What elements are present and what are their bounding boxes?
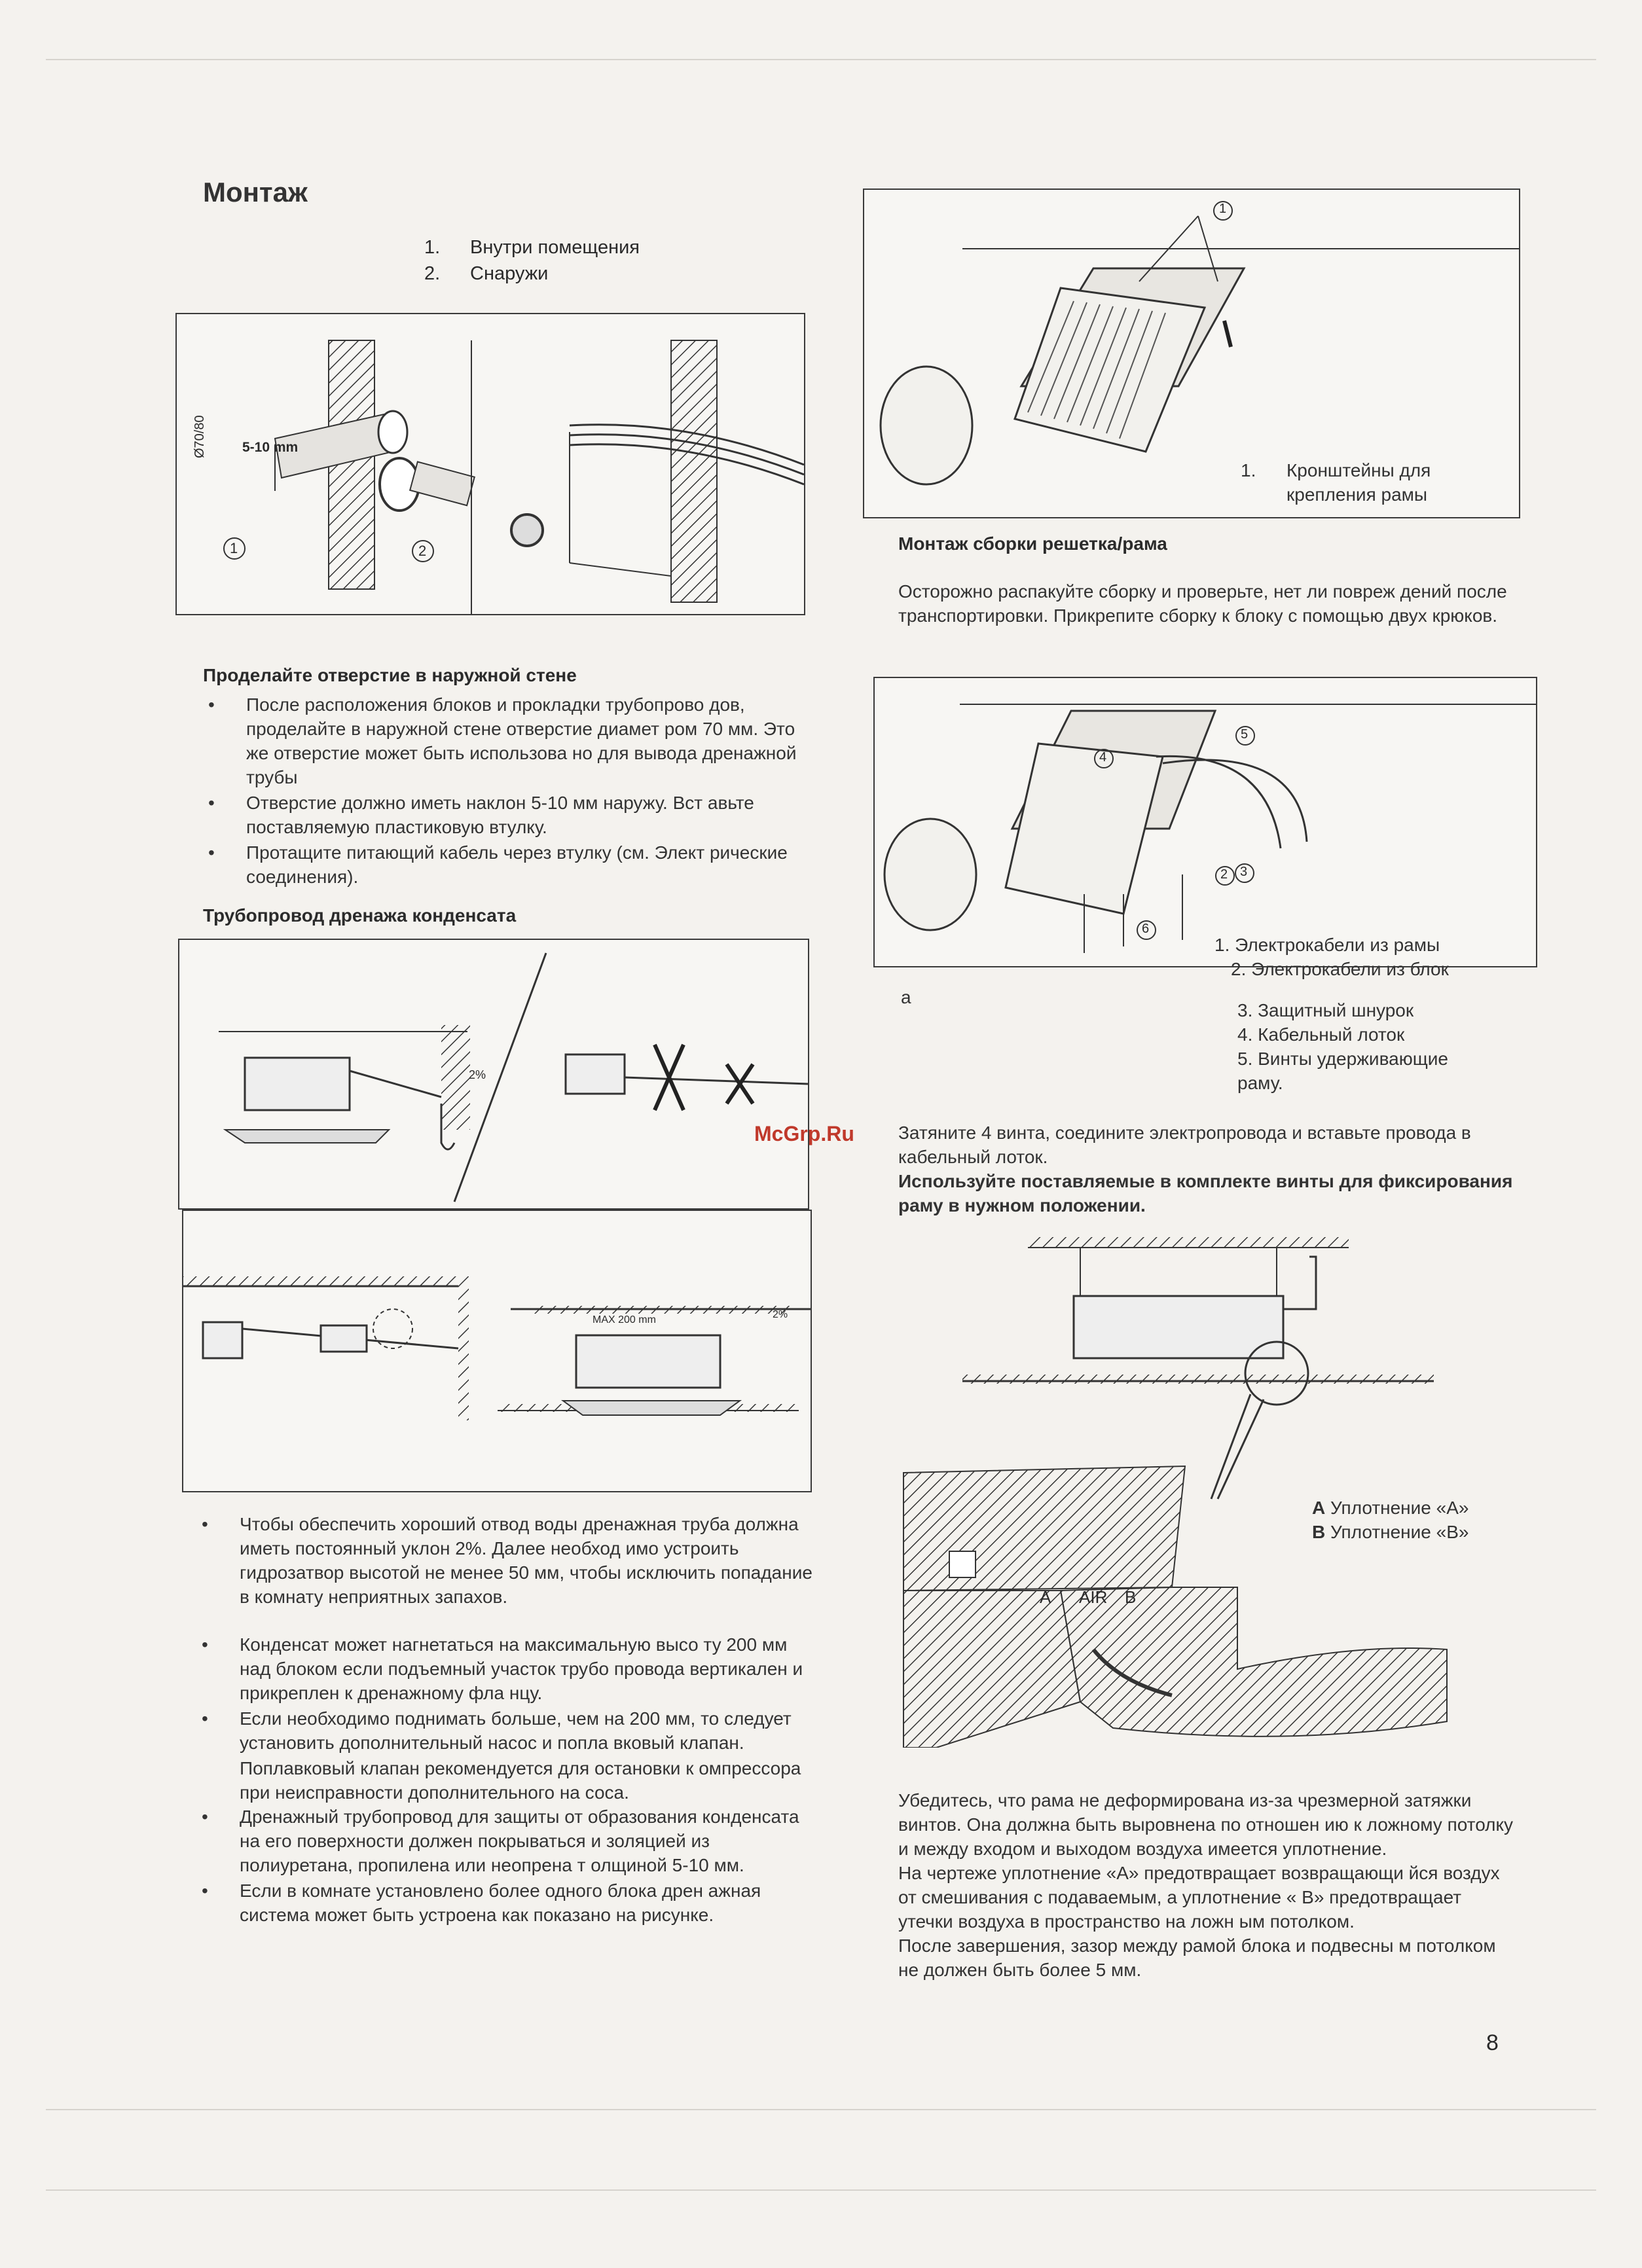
drain-height-figure bbox=[182, 1210, 812, 1492]
intro-item: 1. Внутри помещения bbox=[424, 237, 640, 258]
seal-label-b: B bbox=[1125, 1587, 1137, 1607]
bullet-item: • Дренажный трубопровод для защиты от образования конденсата на его поверхности должен покрываться и золяцией из полиуретана, пропилена или неопрена т олщиной 5-10 мм. bbox=[196, 1805, 818, 1877]
bullet-item: • Если в комнате установлено более одного блока дрен ажная система может быть устроена как показано на рисунке. bbox=[196, 1879, 818, 1927]
bullet-item: • Если необходимо поднимать больше, чем на 200 мм, то следует установить дополнительный насос и попла вковый клапан. bbox=[196, 1706, 818, 1755]
section-heading-grille: Монтаж сборки решетка/рама bbox=[898, 533, 1167, 554]
wiring-figure bbox=[873, 677, 1537, 967]
max-height-label: MAX 200 mm bbox=[593, 1314, 656, 1325]
marker-1: 1 bbox=[230, 540, 238, 556]
drain-text-block bbox=[196, 1512, 818, 1928]
frame-text-block bbox=[898, 1788, 1514, 1982]
frame-para: После завершения, зазор между рамой блока и подвесны м потолком не должен быть более 5 мм. bbox=[898, 1935, 1496, 1980]
wiring-marker: 2 bbox=[1220, 867, 1228, 882]
float-valve-note: Поплавковый клапан рекомендуется для остановки к омпрессора при неисправности дополнительного на соса. bbox=[240, 1758, 801, 1803]
bullet-item: • Чтобы обеспечить хороший отвод воды дренажная труба должна иметь постоянный уклон 2%. Далее необход имо устроить гидрозатвор высотой не менее 50 мм, чтобы исключить попадание в комнату неприятных запахов. bbox=[196, 1512, 818, 1609]
seal-legend bbox=[1312, 1496, 1469, 1544]
bracket-marker: 1 bbox=[1219, 202, 1227, 216]
drain-slope-drawing bbox=[179, 940, 808, 1208]
wiring-marker: 6 bbox=[1142, 922, 1150, 936]
intro-list bbox=[424, 234, 640, 287]
page-number: 8 bbox=[1486, 2030, 1499, 2055]
wiring-marker: 4 bbox=[1099, 750, 1107, 765]
wiring-legend bbox=[1214, 933, 1542, 1095]
scan-line bbox=[46, 59, 1596, 60]
dimension-label: 5-10 mm bbox=[242, 440, 299, 455]
section-heading-drain: Трубопровод дренажа конденсата bbox=[203, 905, 517, 926]
stray-letter: а bbox=[901, 987, 911, 1007]
screws-block bbox=[898, 1121, 1533, 1217]
slope-label: 2% bbox=[469, 1068, 486, 1081]
bracket-caption-num: 1. bbox=[1241, 460, 1256, 480]
scan-line bbox=[46, 2189, 1596, 2191]
legend-item: 2. Электрокабели из блок bbox=[1231, 959, 1449, 979]
wall-hole-drawing bbox=[177, 314, 804, 614]
slope-label-2: 2% bbox=[773, 1309, 788, 1320]
diameter-label: Ø70/80 bbox=[192, 415, 207, 458]
screws-bold-note: Используйте поставляемые в комплекте винты для фиксирования раму в нужном положении. bbox=[898, 1171, 1513, 1215]
frame-brackets-figure bbox=[863, 189, 1520, 518]
legend-item: 5. Винты удерживающие раму. bbox=[1237, 1049, 1448, 1093]
intro-item: 2. Снаружи bbox=[424, 263, 549, 284]
watermark: McGrp.Ru bbox=[754, 1122, 854, 1145]
legend-item: 4. Кабельный лоток bbox=[1237, 1024, 1405, 1045]
drain-slope-figure bbox=[178, 939, 809, 1210]
legend-item: B Уплотнение «B» bbox=[1312, 1522, 1469, 1542]
legend-item: A Уплотнение «A» bbox=[1312, 1498, 1469, 1518]
seal-drawing bbox=[897, 1224, 1506, 1748]
bracket-caption: Кронштейны для крепления рамы bbox=[1286, 460, 1431, 505]
legend-item: 3. Защитный шнурок bbox=[1237, 1000, 1414, 1020]
legend-item: 1. Электрокабели из рамы bbox=[1214, 935, 1440, 955]
bullet-item: • После расположения блоков и прокладки трубопрово дов, проделайте в наружной стене отверстие диамет ром 70 мм. Это же отверстие может быть использова но для вывода дренажной трубы bbox=[203, 693, 812, 789]
wiring-marker: 5 bbox=[1241, 727, 1249, 742]
marker-2: 2 bbox=[418, 543, 427, 559]
wiring-marker: 3 bbox=[1240, 865, 1248, 879]
bullet-item: • Отверстие должно иметь наклон 5-10 мм наружу. Вст авьте поставляемую пластиковую втулку. bbox=[203, 791, 812, 839]
screws-body: Затяните 4 винта, соедините электропровода и вставьте провода в кабельный лоток. bbox=[898, 1123, 1471, 1167]
frame-para: На чертеже уплотнение «A» предотвращает возвращающи йся воздух от смешивания с подаваемым, а уплотнение « B» предотвращает утечки воздуха в пространство на ложн ым потолком. bbox=[898, 1863, 1500, 1932]
hole-bullets bbox=[203, 693, 812, 890]
bullet-item: • Конденсат может нагнетаться на максимальную высо ту 200 мм над блоком если подъемный участок трубо провода вертикален и прикреплен к дренажному фла нцу. bbox=[196, 1632, 818, 1705]
scan-line bbox=[46, 2109, 1596, 2110]
grille-body: Осторожно распакуйте сборку и проверьте, нет ли повреж дений после транспортировки. Прикрепите сборку к блоку с помощью двух крюков. bbox=[898, 581, 1507, 626]
page-title: Монтаж bbox=[203, 177, 308, 207]
wall-hole-figure bbox=[175, 313, 805, 615]
frame-para: Убедитесь, что рама не деформирована из-за чрезмерной затяжки винтов. Она должна быть выровнена по отношен ию к ложному потолку и между входом и выходом воздуха имеется уплотнение. bbox=[898, 1790, 1514, 1859]
wiring-drawing bbox=[875, 678, 1536, 966]
seal-label-air: AIR bbox=[1079, 1587, 1108, 1607]
drain-height-drawing bbox=[183, 1211, 811, 1491]
section-heading-hole: Проделайте отверстие в наружной стене bbox=[203, 665, 577, 685]
seal-label-a: A bbox=[1040, 1587, 1051, 1607]
seal-figure bbox=[897, 1224, 1506, 1748]
bullet-item: • Протащите питающий кабель через втулку (см. Элект рические соединения). bbox=[203, 840, 812, 889]
